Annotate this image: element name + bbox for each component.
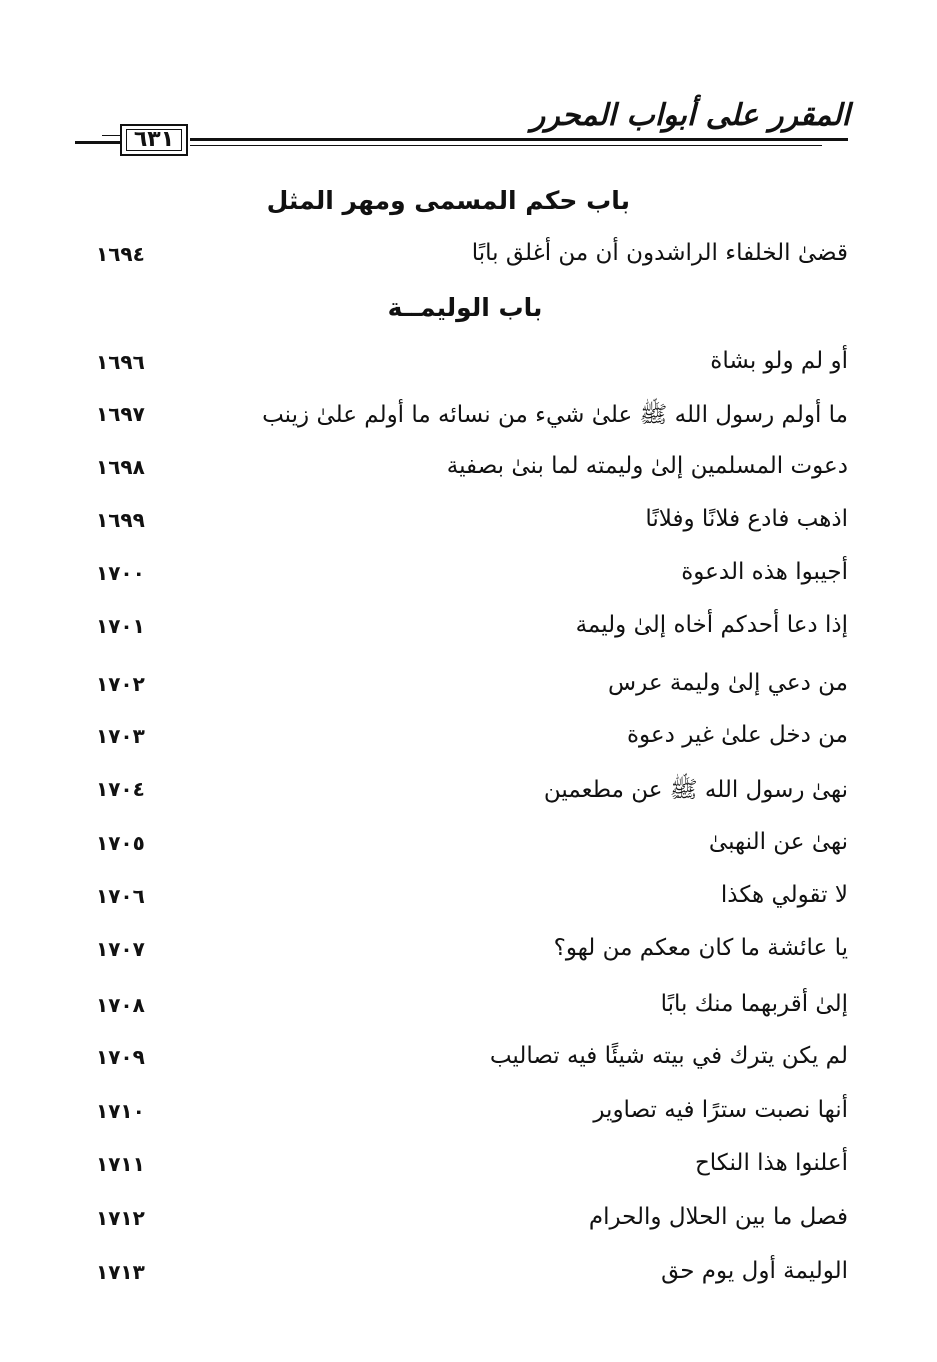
- entry-number: ١٦٩٦: [96, 350, 145, 374]
- entry-text: لا تقولي هكذا: [720, 882, 848, 908]
- header-rule-thin: [190, 145, 822, 146]
- entry-number: ١٦٩٧: [96, 402, 145, 426]
- index-entry: [90, 559, 848, 599]
- index-entry: [90, 829, 848, 869]
- section-heading: باب الوليمــة: [387, 293, 543, 322]
- entry-text: ما أولم رسول الله ﷺ علىٰ شيء من نسائه ما أولم علىٰ زينب: [262, 402, 848, 428]
- section-heading: باب حكم المسمى ومهر المثل: [266, 186, 630, 215]
- index-entry: [90, 722, 848, 762]
- entry-number: ١٧٠١: [96, 614, 145, 638]
- index-entry: [90, 1097, 848, 1137]
- entry-number: ١٧٠٨: [96, 993, 145, 1017]
- index-entry: [90, 240, 848, 280]
- index-entry: [90, 400, 848, 440]
- entry-number: ١٦٩٨: [96, 455, 145, 479]
- entry-text: لم يكن يترك في بيته شيئًا فيه تصاليب: [489, 1043, 848, 1069]
- running-header-title: المقرر على أبواب المحرر: [530, 98, 850, 133]
- entry-text: قضىٰ الخلفاء الراشدون أن من أغلق بابًا: [471, 240, 848, 266]
- entry-text: الوليمة أول يوم حق: [661, 1258, 848, 1284]
- entry-text: أنها نصبت سترًا فيه تصاوير: [593, 1097, 848, 1123]
- index-entry: [90, 348, 848, 388]
- entry-number: ١٦٩٤: [96, 242, 145, 266]
- entry-text: إذا دعا أحدكم أخاه إلىٰ وليمة: [575, 612, 848, 638]
- entry-text: نهىٰ عن النهبىٰ: [708, 829, 848, 855]
- entry-number: ١٧٠٥: [96, 831, 145, 855]
- entry-number: ١٧٠٧: [96, 937, 145, 961]
- entry-number: ١٧١٠: [96, 1099, 145, 1123]
- index-entry: [90, 935, 848, 975]
- entry-number: ١٧٠٢: [96, 672, 145, 696]
- entry-number: ١٦٩٩: [96, 508, 145, 532]
- entry-text: إلىٰ أقربهما منك بابًا: [660, 991, 848, 1017]
- entry-text: أو لم ولو بشاة: [710, 348, 848, 374]
- entry-number: ١٧١١: [96, 1152, 145, 1176]
- entry-text: أجيبوا هذه الدعوة: [681, 559, 848, 585]
- entry-text: يا عائشة ما كان معكم من لهو؟: [553, 935, 848, 961]
- entry-number: ١٧١٣: [96, 1260, 145, 1284]
- entry-number: ١٧٠٤: [96, 777, 145, 801]
- entry-number: ١٧٠٦: [96, 884, 145, 908]
- entry-text: نهىٰ رسول الله ﷺ عن مطعمين: [543, 777, 848, 803]
- page-number-box: [120, 124, 188, 156]
- index-entry: [90, 506, 848, 546]
- index-entry: [90, 670, 848, 710]
- index-entry: [90, 991, 848, 1031]
- entry-text: من دخل علىٰ غير دعوة: [626, 722, 848, 748]
- entry-text: دعوت المسلمين إلىٰ وليمته لما بنىٰ بصفية: [446, 453, 848, 479]
- index-entry: [90, 1204, 848, 1244]
- entry-text: فصل ما بين الحلال والحرام: [588, 1204, 848, 1230]
- header-rule: [190, 138, 848, 141]
- entry-text: اذهب فادع فلانًا وفلانًا: [645, 506, 848, 532]
- entry-text: أعلنوا هذا النكاح: [694, 1150, 848, 1176]
- index-entry: [90, 882, 848, 922]
- entry-number: ١٧٠٠: [96, 561, 145, 585]
- index-entry: [90, 612, 848, 652]
- index-entry: [90, 775, 848, 815]
- index-entry: [90, 453, 848, 493]
- entry-number: ١٧٠٣: [96, 724, 145, 748]
- page-number: ٦٣١: [133, 127, 175, 152]
- index-entry: [90, 1043, 848, 1083]
- header-rule-left-thin: [102, 135, 120, 136]
- entry-text: من دعي إلىٰ وليمة عرس: [608, 670, 848, 696]
- index-entry: [90, 1258, 848, 1298]
- index-entry: [90, 1150, 848, 1190]
- entry-number: ١٧١٢: [96, 1206, 145, 1230]
- entry-number: ١٧٠٩: [96, 1045, 145, 1069]
- header-rule-left: [75, 141, 120, 144]
